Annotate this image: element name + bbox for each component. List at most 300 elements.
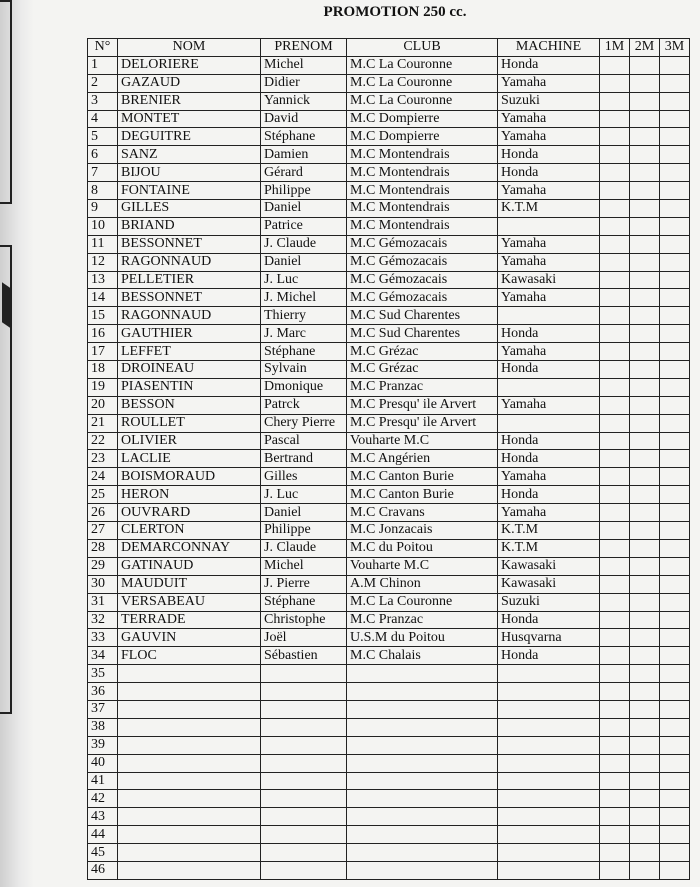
manche-3-cell <box>660 164 690 182</box>
manche-3-cell <box>660 844 690 862</box>
table-row <box>88 808 690 826</box>
table-row <box>88 325 690 343</box>
rider-club: M.C Montendrais <box>347 182 498 200</box>
manche-1-cell <box>600 432 630 450</box>
rider-machine: Honda <box>498 611 600 629</box>
manche-3-cell <box>660 182 690 200</box>
rider-nom: MAUDUIT <box>118 575 261 593</box>
rider-nom: GATINAUD <box>118 557 261 575</box>
edge-mark <box>2 282 10 328</box>
rider-prenom: Bertrand <box>261 450 347 468</box>
rider-number: 36 <box>88 683 118 701</box>
manche-2-cell <box>630 736 660 754</box>
rider-club: M.C La Couronne <box>347 74 498 92</box>
manche-3-cell <box>660 647 690 665</box>
rider-machine: Yamaha <box>498 182 600 200</box>
table-row <box>88 575 690 593</box>
rider-club <box>347 844 498 862</box>
rider-number: 2 <box>88 74 118 92</box>
rider-number: 40 <box>88 754 118 772</box>
manche-1-cell <box>600 754 630 772</box>
manche-1-cell <box>600 772 630 790</box>
rider-machine <box>498 217 600 235</box>
rider-nom: RAGONNAUD <box>118 307 261 325</box>
manche-2-cell <box>630 343 660 361</box>
manche-1-cell <box>600 253 630 271</box>
rider-prenom <box>261 790 347 808</box>
rider-prenom: Sylvain <box>261 361 347 379</box>
rider-prenom: Christophe <box>261 611 347 629</box>
rider-machine: Yamaha <box>498 235 600 253</box>
manche-2-cell <box>630 450 660 468</box>
manche-2-cell <box>630 56 660 74</box>
manche-2-cell <box>630 414 660 432</box>
rider-prenom: J. Claude <box>261 235 347 253</box>
rider-club <box>347 718 498 736</box>
rider-number: 6 <box>88 146 118 164</box>
rider-prenom: Daniel <box>261 253 347 271</box>
rider-prenom <box>261 736 347 754</box>
rider-number: 39 <box>88 736 118 754</box>
rider-number: 18 <box>88 361 118 379</box>
manche-3-cell <box>660 343 690 361</box>
rider-number: 46 <box>88 861 118 879</box>
roster-body <box>88 56 690 879</box>
rider-nom: LACLIE <box>118 450 261 468</box>
manche-3-cell <box>660 861 690 879</box>
rider-machine <box>498 754 600 772</box>
manche-3-cell <box>660 74 690 92</box>
rider-club: M.C Pranzac <box>347 611 498 629</box>
manche-3-cell <box>660 718 690 736</box>
rider-prenom: Philippe <box>261 522 347 540</box>
rider-nom: CLERTON <box>118 522 261 540</box>
manche-2-cell <box>630 522 660 540</box>
manche-2-cell <box>630 808 660 826</box>
rider-nom <box>118 700 261 718</box>
rider-prenom: J. Claude <box>261 539 347 557</box>
rider-nom <box>118 861 261 879</box>
rider-nom: BRENIER <box>118 92 261 110</box>
table-row <box>88 343 690 361</box>
manche-1-cell <box>600 647 630 665</box>
rider-nom: PIASENTIN <box>118 378 261 396</box>
manche-2-cell <box>630 718 660 736</box>
manche-2-cell <box>630 396 660 414</box>
manche-3-cell <box>660 486 690 504</box>
rider-number: 1 <box>88 56 118 74</box>
manche-3-cell <box>660 700 690 718</box>
header-nom: NOM <box>118 39 261 57</box>
manche-2-cell <box>630 307 660 325</box>
rider-nom: TERRADE <box>118 611 261 629</box>
manche-2-cell <box>630 253 660 271</box>
rider-club: M.C Montendrais <box>347 164 498 182</box>
manche-1-cell <box>600 808 630 826</box>
manche-1-cell <box>600 522 630 540</box>
manche-3-cell <box>660 754 690 772</box>
rider-number: 24 <box>88 468 118 486</box>
rider-nom: BRIAND <box>118 217 261 235</box>
rider-machine: Honda <box>498 164 600 182</box>
rider-number: 45 <box>88 844 118 862</box>
manche-1-cell <box>600 486 630 504</box>
rider-club: M.C Gémozacais <box>347 253 498 271</box>
manche-3-cell <box>660 217 690 235</box>
rider-club: M.C Sud Charentes <box>347 307 498 325</box>
table-row <box>88 414 690 432</box>
rider-prenom: Patrice <box>261 217 347 235</box>
manche-3-cell <box>660 557 690 575</box>
rider-prenom: Pascal <box>261 432 347 450</box>
manche-2-cell <box>630 683 660 701</box>
rider-prenom: Michel <box>261 557 347 575</box>
table-row <box>88 271 690 289</box>
rider-prenom: J. Luc <box>261 486 347 504</box>
manche-3-cell <box>660 378 690 396</box>
rider-machine: Honda <box>498 361 600 379</box>
rider-prenom <box>261 718 347 736</box>
rider-machine: Kawasaki <box>498 557 600 575</box>
header-prenom: PRENOM <box>261 39 347 57</box>
manche-2-cell <box>630 200 660 218</box>
rider-number: 27 <box>88 522 118 540</box>
rider-prenom: J. Luc <box>261 271 347 289</box>
rider-prenom: Stéphane <box>261 593 347 611</box>
manche-1-cell <box>600 611 630 629</box>
manche-3-cell <box>660 593 690 611</box>
manche-1-cell <box>600 468 630 486</box>
manche-3-cell <box>660 235 690 253</box>
rider-club: Vouharte M.C <box>347 557 498 575</box>
rider-machine: Honda <box>498 146 600 164</box>
rider-machine: Yamaha <box>498 253 600 271</box>
table-row <box>88 146 690 164</box>
rider-prenom: David <box>261 110 347 128</box>
rider-number: 29 <box>88 557 118 575</box>
table-row <box>88 629 690 647</box>
rider-machine: Honda <box>498 647 600 665</box>
rider-machine: Yamaha <box>498 504 600 522</box>
table-row <box>88 432 690 450</box>
manche-1-cell <box>600 235 630 253</box>
rider-number: 44 <box>88 826 118 844</box>
rider-nom: DELORIERE <box>118 56 261 74</box>
rider-machine: Suzuki <box>498 593 600 611</box>
rider-prenom: Daniel <box>261 200 347 218</box>
manche-1-cell <box>600 307 630 325</box>
rider-number: 10 <box>88 217 118 235</box>
manche-1-cell <box>600 414 630 432</box>
rider-machine <box>498 378 600 396</box>
manche-3-cell <box>660 575 690 593</box>
rider-number: 31 <box>88 593 118 611</box>
rider-machine <box>498 665 600 683</box>
manche-1-cell <box>600 361 630 379</box>
rider-number: 33 <box>88 629 118 647</box>
page-title: PROMOTION 250 cc. <box>323 4 467 20</box>
table-row <box>88 504 690 522</box>
rider-machine <box>498 861 600 879</box>
rider-club: M.C Canton Burie <box>347 468 498 486</box>
manche-2-cell <box>630 647 660 665</box>
manche-1-cell <box>600 56 630 74</box>
rider-nom: DEGUITRE <box>118 128 261 146</box>
rider-nom: VERSABEAU <box>118 593 261 611</box>
rider-club: M.C Chalais <box>347 647 498 665</box>
manche-2-cell <box>630 432 660 450</box>
manche-1-cell <box>600 504 630 522</box>
rider-prenom <box>261 861 347 879</box>
manche-2-cell <box>630 146 660 164</box>
rider-club <box>347 736 498 754</box>
manche-3-cell <box>660 790 690 808</box>
manche-3-cell <box>660 772 690 790</box>
rider-nom: ROULLET <box>118 414 261 432</box>
rider-nom: GILLES <box>118 200 261 218</box>
manche-1-cell <box>600 826 630 844</box>
rider-number: 28 <box>88 539 118 557</box>
rider-prenom: Stéphane <box>261 128 347 146</box>
rider-number: 3 <box>88 92 118 110</box>
rider-number: 25 <box>88 486 118 504</box>
manche-2-cell <box>630 468 660 486</box>
table-row <box>88 611 690 629</box>
rider-club: M.C Gémozacais <box>347 235 498 253</box>
table-row <box>88 593 690 611</box>
header-1m: 1M <box>600 39 630 57</box>
table-row <box>88 378 690 396</box>
rider-prenom: J. Pierre <box>261 575 347 593</box>
table-row <box>88 539 690 557</box>
rider-club: M.C Presqu' ile Arvert <box>347 414 498 432</box>
header-number: N° <box>88 39 118 57</box>
manche-2-cell <box>630 754 660 772</box>
manche-3-cell <box>660 450 690 468</box>
manche-1-cell <box>600 844 630 862</box>
table-row <box>88 647 690 665</box>
manche-1-cell <box>600 557 630 575</box>
manche-2-cell <box>630 700 660 718</box>
table-row <box>88 307 690 325</box>
rider-prenom: J. Marc <box>261 325 347 343</box>
rider-prenom: Philippe <box>261 182 347 200</box>
rider-club <box>347 790 498 808</box>
manche-3-cell <box>660 361 690 379</box>
rider-machine <box>498 736 600 754</box>
manche-3-cell <box>660 110 690 128</box>
manche-2-cell <box>630 235 660 253</box>
rider-club: M.C La Couronne <box>347 593 498 611</box>
rider-club: M.C Presqu' ile Arvert <box>347 396 498 414</box>
rider-machine <box>498 844 600 862</box>
header-club: CLUB <box>347 39 498 57</box>
header-row <box>88 39 690 57</box>
rider-machine: Yamaha <box>498 110 600 128</box>
rider-machine: Kawasaki <box>498 271 600 289</box>
manche-3-cell <box>660 683 690 701</box>
manche-1-cell <box>600 700 630 718</box>
rider-prenom <box>261 772 347 790</box>
manche-1-cell <box>600 396 630 414</box>
rider-number: 42 <box>88 790 118 808</box>
manche-1-cell <box>600 325 630 343</box>
manche-1-cell <box>600 575 630 593</box>
rider-nom: BIJOU <box>118 164 261 182</box>
rider-number: 41 <box>88 772 118 790</box>
rider-nom: GAZAUD <box>118 74 261 92</box>
manche-2-cell <box>630 504 660 522</box>
manche-3-cell <box>660 539 690 557</box>
manche-2-cell <box>630 772 660 790</box>
manche-3-cell <box>660 325 690 343</box>
rider-nom: DEMARCONNAY <box>118 539 261 557</box>
table-row <box>88 200 690 218</box>
rider-number: 13 <box>88 271 118 289</box>
table-row <box>88 110 690 128</box>
rider-number: 26 <box>88 504 118 522</box>
rider-machine: Honda <box>498 432 600 450</box>
manche-1-cell <box>600 289 630 307</box>
rider-machine: Honda <box>498 56 600 74</box>
rider-machine: Honda <box>498 486 600 504</box>
manche-2-cell <box>630 164 660 182</box>
manche-2-cell <box>630 557 660 575</box>
manche-1-cell <box>600 271 630 289</box>
manche-2-cell <box>630 486 660 504</box>
table-row <box>88 486 690 504</box>
rider-number: 9 <box>88 200 118 218</box>
manche-1-cell <box>600 450 630 468</box>
rider-prenom <box>261 665 347 683</box>
manche-2-cell <box>630 378 660 396</box>
table-row <box>88 74 690 92</box>
rider-prenom: Patrck <box>261 396 347 414</box>
rider-club: A.M Chinon <box>347 575 498 593</box>
rider-prenom: Yannick <box>261 92 347 110</box>
rider-prenom <box>261 700 347 718</box>
rider-club: U.S.M du Poitou <box>347 629 498 647</box>
rider-prenom: Thierry <box>261 307 347 325</box>
rider-club <box>347 826 498 844</box>
rider-machine: K.T.M <box>498 539 600 557</box>
table-row <box>88 736 690 754</box>
rider-prenom <box>261 683 347 701</box>
rider-club: M.C Jonzacais <box>347 522 498 540</box>
rider-number: 23 <box>88 450 118 468</box>
rider-nom: FLOC <box>118 647 261 665</box>
rider-nom <box>118 665 261 683</box>
rider-number: 5 <box>88 128 118 146</box>
manche-1-cell <box>600 593 630 611</box>
manche-1-cell <box>600 665 630 683</box>
rider-club: M.C La Couronne <box>347 56 498 74</box>
rider-prenom <box>261 844 347 862</box>
manche-1-cell <box>600 164 630 182</box>
rider-machine <box>498 790 600 808</box>
rider-number: 15 <box>88 307 118 325</box>
manche-2-cell <box>630 629 660 647</box>
rider-nom <box>118 718 261 736</box>
rider-prenom: Sébastien <box>261 647 347 665</box>
rider-nom: PELLETIER <box>118 271 261 289</box>
manche-1-cell <box>600 790 630 808</box>
table-row <box>88 772 690 790</box>
rider-number: 14 <box>88 289 118 307</box>
manche-3-cell <box>660 468 690 486</box>
header-2m: 2M <box>630 39 660 57</box>
table-row <box>88 665 690 683</box>
rider-nom: RAGONNAUD <box>118 253 261 271</box>
rider-club: M.C Dompierre <box>347 110 498 128</box>
manche-3-cell <box>660 504 690 522</box>
rider-prenom: Daniel <box>261 504 347 522</box>
manche-1-cell <box>600 110 630 128</box>
rider-prenom <box>261 808 347 826</box>
table-row <box>88 522 690 540</box>
table-row <box>88 396 690 414</box>
table-row <box>88 861 690 879</box>
rider-prenom: Stéphane <box>261 343 347 361</box>
rider-number: 43 <box>88 808 118 826</box>
manche-1-cell <box>600 128 630 146</box>
manche-3-cell <box>660 271 690 289</box>
rider-number: 17 <box>88 343 118 361</box>
rider-nom: OLIVIER <box>118 432 261 450</box>
rider-nom: LEFFET <box>118 343 261 361</box>
table-row <box>88 468 690 486</box>
rider-machine <box>498 683 600 701</box>
rider-club: M.C Montendrais <box>347 217 498 235</box>
table-row <box>88 182 690 200</box>
rider-club <box>347 861 498 879</box>
manche-3-cell <box>660 307 690 325</box>
rider-nom <box>118 772 261 790</box>
table-row <box>88 790 690 808</box>
manche-2-cell <box>630 861 660 879</box>
manche-1-cell <box>600 683 630 701</box>
header-machine: MACHINE <box>498 39 600 57</box>
manche-3-cell <box>660 826 690 844</box>
table-row <box>88 826 690 844</box>
table-row <box>88 164 690 182</box>
rider-number: 30 <box>88 575 118 593</box>
rider-nom: BOISMORAUD <box>118 468 261 486</box>
rider-nom: MONTET <box>118 110 261 128</box>
manche-2-cell <box>630 844 660 862</box>
manche-2-cell <box>630 665 660 683</box>
rider-machine: Yamaha <box>498 128 600 146</box>
rider-club: M.C Montendrais <box>347 200 498 218</box>
rider-number: 8 <box>88 182 118 200</box>
rider-club <box>347 665 498 683</box>
manche-1-cell <box>600 736 630 754</box>
manche-2-cell <box>630 826 660 844</box>
rider-machine <box>498 826 600 844</box>
rider-number: 22 <box>88 432 118 450</box>
rider-nom <box>118 808 261 826</box>
manche-2-cell <box>630 128 660 146</box>
rider-club: M.C La Couronne <box>347 92 498 110</box>
rider-club: M.C Gémozacais <box>347 271 498 289</box>
rider-machine <box>498 772 600 790</box>
manche-3-cell <box>660 56 690 74</box>
rider-prenom: Gérard <box>261 164 347 182</box>
table-row <box>88 718 690 736</box>
rider-nom: BESSONNET <box>118 235 261 253</box>
manche-3-cell <box>660 522 690 540</box>
manche-2-cell <box>630 539 660 557</box>
